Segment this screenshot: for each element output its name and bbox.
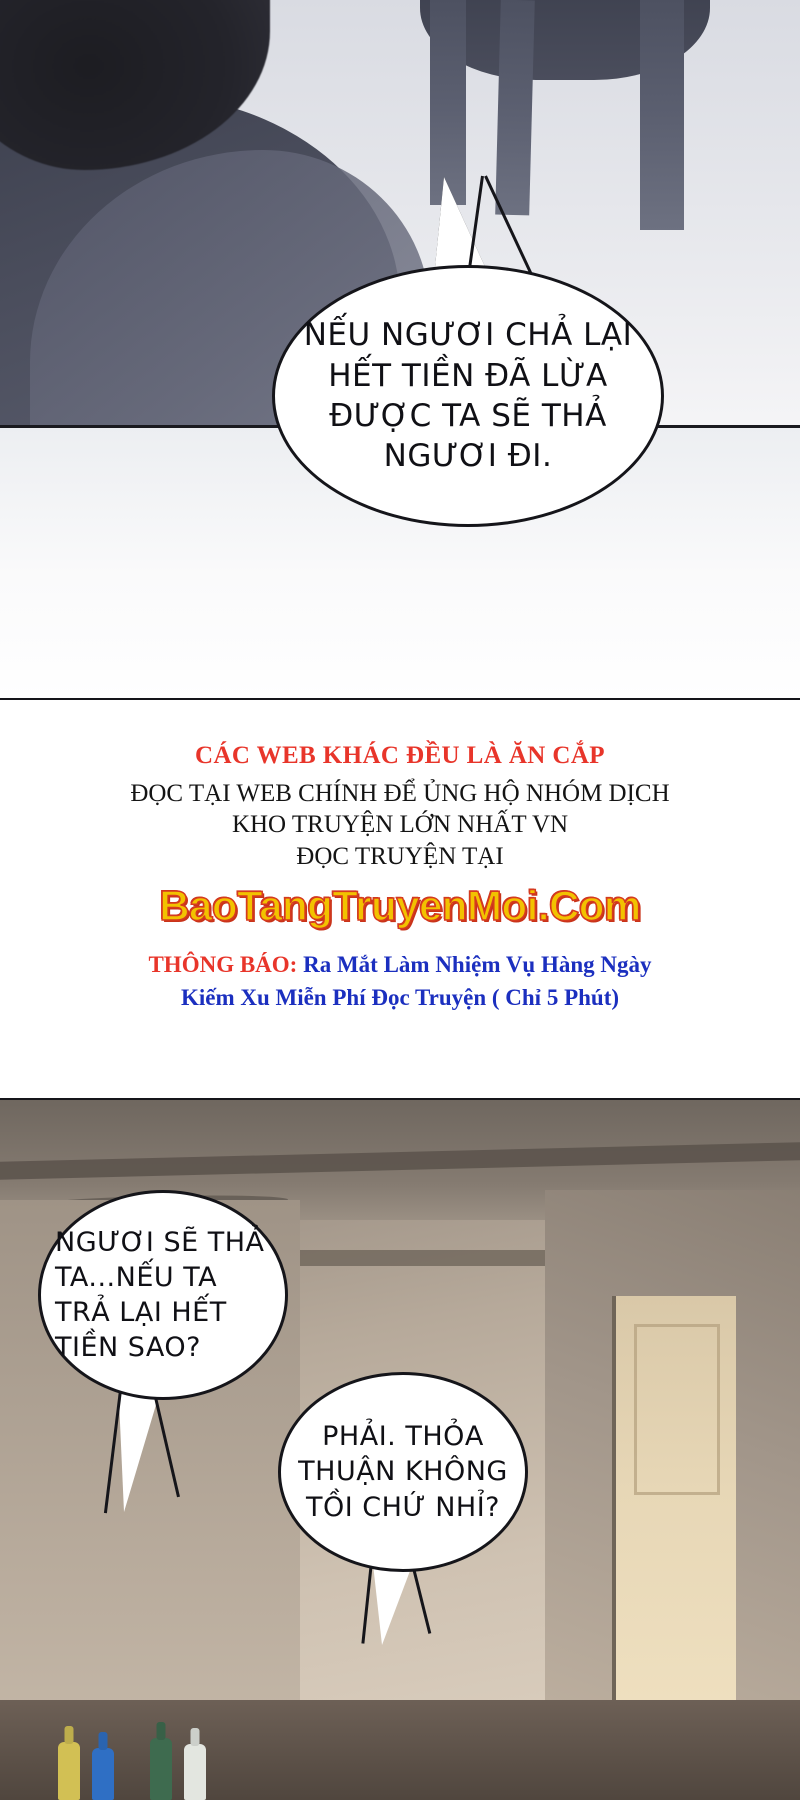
room-door	[612, 1296, 736, 1726]
standing-figure-leg-left	[430, 0, 466, 205]
notice-line-3: KHO TRUYỆN LỚN NHẤT VN	[231, 811, 569, 839]
announcement-line-2: Kiếm Xu Miễn Phí Đọc Truyện ( Chỉ 5 Phút)	[180, 985, 620, 1011]
bottle-neck	[99, 1732, 108, 1750]
site-notice-block	[0, 700, 800, 1100]
speech-bubble-2-text: NGƯƠI SẼ THẢ TA...NẾU TA TRẢ LẠI HẾT TIỀN SAO?	[55, 1226, 265, 1364]
bottle-blue	[92, 1748, 114, 1800]
speech-bubble-3	[278, 1372, 528, 1572]
standing-figure-leg-right	[640, 0, 684, 230]
announcement-label: THÔNG BÁO:	[148, 951, 298, 977]
speech-bubble-1-text: NẾU NGƯƠI CHẢ LẠI HẾT TIỀN ĐÃ LỪA ĐƯỢC TA SẼ THẢ NGƯƠI ĐI.	[303, 317, 633, 475]
bottle-neck	[191, 1728, 200, 1746]
speech-bubble-3-text: PHẢI. THỎA THUẬN KHÔNG TỒI CHỨ NHỈ?	[298, 1421, 508, 1523]
site-name-logo[interactable]: BaoTangTruyenMoi.Com	[159, 881, 641, 929]
wall-shelf	[300, 1250, 550, 1266]
notice-headline: CÁC WEB KHÁC ĐỀU LÀ ĂN CẮP	[195, 742, 605, 769]
door-panel	[634, 1324, 720, 1495]
speech-bubble-2	[38, 1190, 288, 1400]
bottle-neck	[157, 1722, 166, 1740]
comic-panel-1	[0, 0, 800, 700]
speech-bubble-1	[272, 265, 664, 527]
notice-line-2: ĐỌC TẠI WEB CHÍNH ĐỂ ỦNG HỘ NHÓM DỊCH	[130, 780, 670, 807]
bottle-yellow	[58, 1742, 80, 1800]
bottle-white	[184, 1744, 206, 1800]
comic-panel-2	[0, 1100, 800, 1800]
notice-line-4: ĐỌC TRUYỆN TẠI	[296, 842, 504, 870]
announcement-body: Ra Mắt Làm Nhiệm Vụ Hàng Ngày	[297, 951, 652, 977]
room-floor	[0, 1700, 800, 1800]
bottle-neck	[65, 1726, 74, 1744]
announcement-row	[0, 948, 800, 1015]
bottle-green	[150, 1738, 172, 1800]
